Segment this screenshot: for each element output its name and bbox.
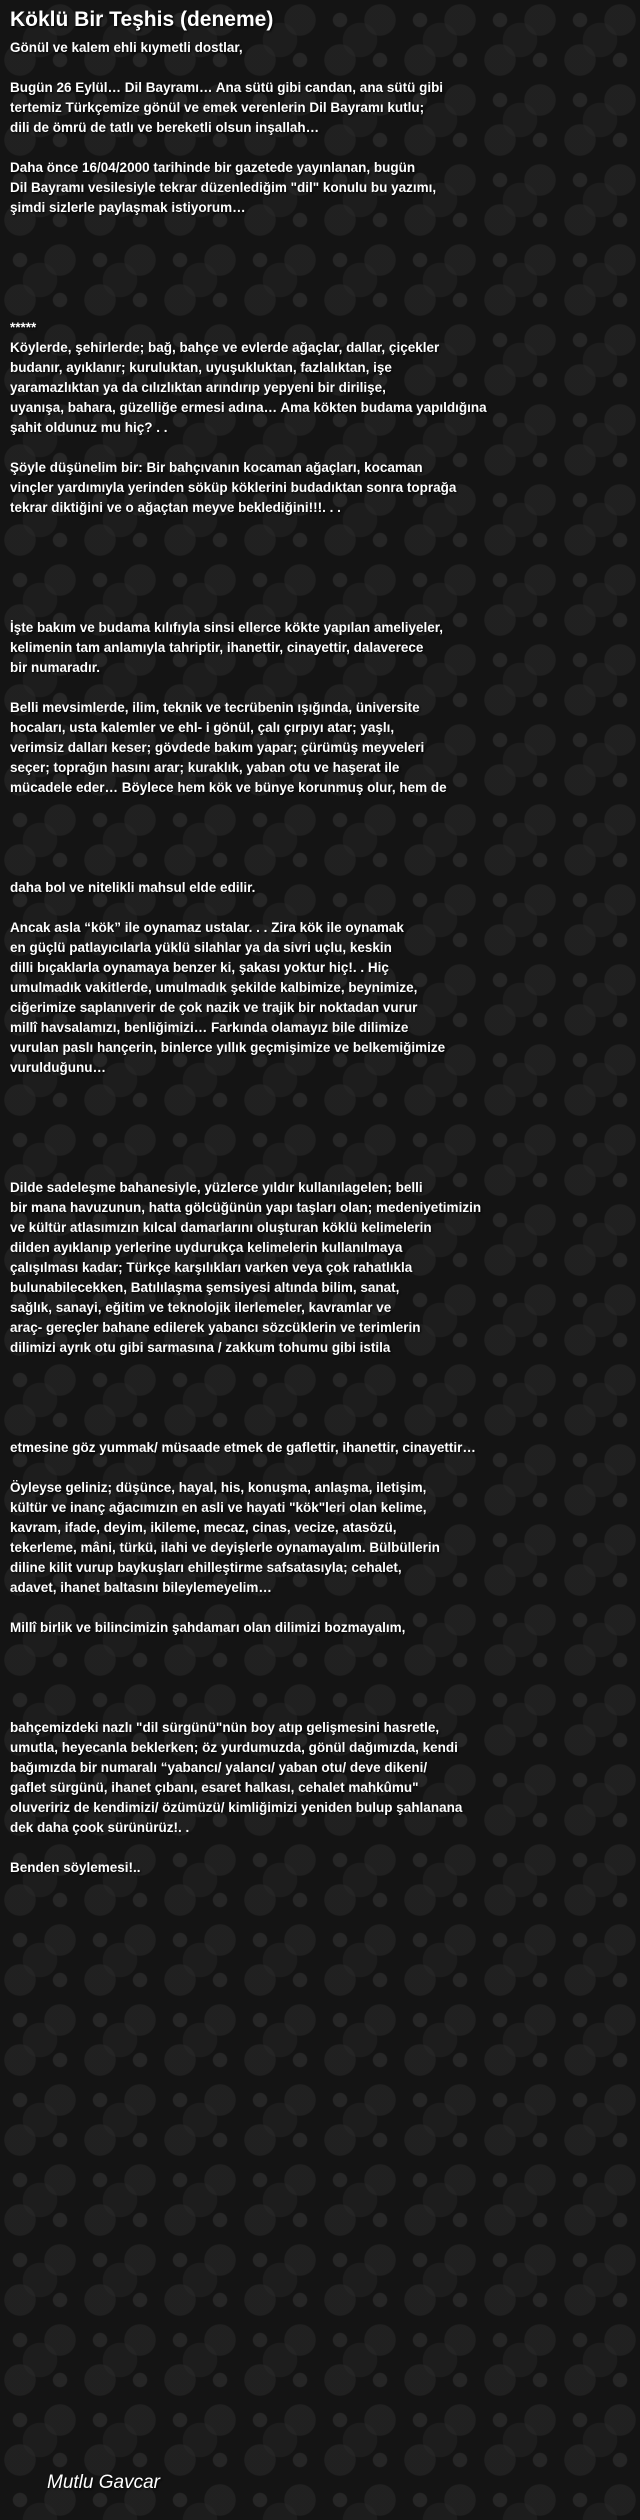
poem-title: Köklü Bir Teşhis (deneme) xyxy=(10,8,274,31)
poem-author: Mutlu Gavcar xyxy=(47,2472,160,2493)
poem-body: Gönül ve kalem ehli kıymetli dostlar, Bugün 26 Eylül… Dil Bayramı… Ana sütü gibi candan, ana sütü gibi tertemiz Türkçemize gönül ve emek verenlerin Dil Bayramı kutlu; dili de ömrü de tatlı ve bereketli olsun inşallah… Daha önce 16/04/2000 tarihinde bir gazetede yayınlanan, bugün Dil Bayramı vesilesiyle tekrar düzenlediğim "dil" konulu bu yazımı, şimdi sizlerle paylaşmak istiyorum… ***** Köylerde, şehirlerde; bağ, bahçe ve evlerde ağaçlar, dallar, çiçekler budanır, ayıklanır; kuruluktan, uyuşukluktan, fazlalıktan, işe yaramazlıktan ya da cılızlıktan arındırıp yepyeni bir dirilişe, uyanışa, bahara, güzelliğe ermesi adına… Ama kökten budama yapıldığına şahit oldunuz mu hiç? . . Şöyle düşünelim bir: Bir bahçıvanın kocaman ağaçları, kocaman vinçler yardımıyla yerinden söküp köklerini budadıktan sonra toprağa tekrar diktiğini ve o ağaçtan meyve beklediğini!!!. . . İşte bakım ve budama kılıfıyla sinsi ellerce kökte yapılan ameliyeler, kelimenin tam anlamıyla tahriptir, ihanettir, cinayettir, dalaverece bir numaradır. Belli mevsimlerde, ilim, teknik ve tecrübenin ışığında, üniversite hocaları, usta kalemler ve ehl- i gönül, çalı çırpıyı atar; yaşlı, verimsiz dalları keser; gövdede bakım yapar; çürümüş meyveleri seçer; toprağın hasını arar; kuraklık, yaban otu ve haşerat ile mücadele eder… Böylece hem kök ve bünye korunmuş olur, hem de daha bol ve nitelikli mahsul elde edilir. Ancak asla “kök” ile oynamaz ustalar. . . Zira kök ile oynamak en güçlü patlayıcılarla yüklü silahlar ya da sivri uçlu, keskin dilli bıçaklarla oynamaya benzer ki, şakası yoktur hiç!. . Hiç umulmadık vakitlerde, umulmadık şekilde kalbimize, beynimize, ciğerimize saplanıverir de çok nazik ve trajik bir noktadan vurur millî havsalamızı, benliğimizi… Farkında olamayız bile dilimize vurulan paslı hançerin, binlerce yıllık geçmişimize ve belkemiğimize vurulduğunu… Dilde sadeleşme bahanesiyle, yüzlerce yıldır kullanılagelen; belli bir mana havuzunun, hatta gölcüğünün yapı taşları olan; medeniyetimizin ve kültür atlasımızın kılcal damarlarını oluşturan köklü kelimelerin dilden ayıklanıp yerlerine uydurukça kelimelerin kullanılmaya çalışılması kadar; Türkçe karşılıkları varken veya çok rahatlıkla bulunabilecekken, Batılılaşma şemsiyesi altında bilim, sanat, sağlık, sanayi, eğitim ve teknolojik ilerlemeler, kavramlar ve araç- gereçler bahane edilerek yabancı sözcüklerin ve terimlerin dilimizi ayrık otu gibi sarmasına / zakkum tohumu gibi istila etmesine göz yummak/ müsaade etmek de gaflettir, ihanettir, cinayettir… Öyleyse geliniz; düşünce, hayal, his, konuşma, anlaşma, iletişim, kültür ve inanç ağacımızın en asli ve hayati "kök"leri olan kelime, kavram, ifade, deyim, ikileme, mecaz, cinas, vecize, atasözü, tekerleme, mâni, türkü, ilahi ve deyişlerle oynamayalım. Bülbüllerin diline kilit vurup baykuşları ehilleştirme safsatasıyla; cehalet, adavet, ihanet baltasını bileylemeyelim… Millî birlik ve bilincimizin şahdamarı olan dilimizi bozmayalım, bahçemizdeki nazlı "dil sürgünü"nün boy atıp gelişmesini hasretle, umutla, heyecanla beklerken; öz yurdumuzda, gönül dağımızda, kendi bağımızda bir numaralı “yabancı/ yalancı/ yaban otu/ deve dikeni/ gaflet sürgünü, ihanet çıbanı, esaret halkası, cehalet mahkûmu" oluveririz de kendimizi/ özümüzü/ kimliğimizi yeniden bulup şahlanana dek daha çook sürünürüz!. . Benden söylemesi!.. xyxy=(10,40,487,1875)
